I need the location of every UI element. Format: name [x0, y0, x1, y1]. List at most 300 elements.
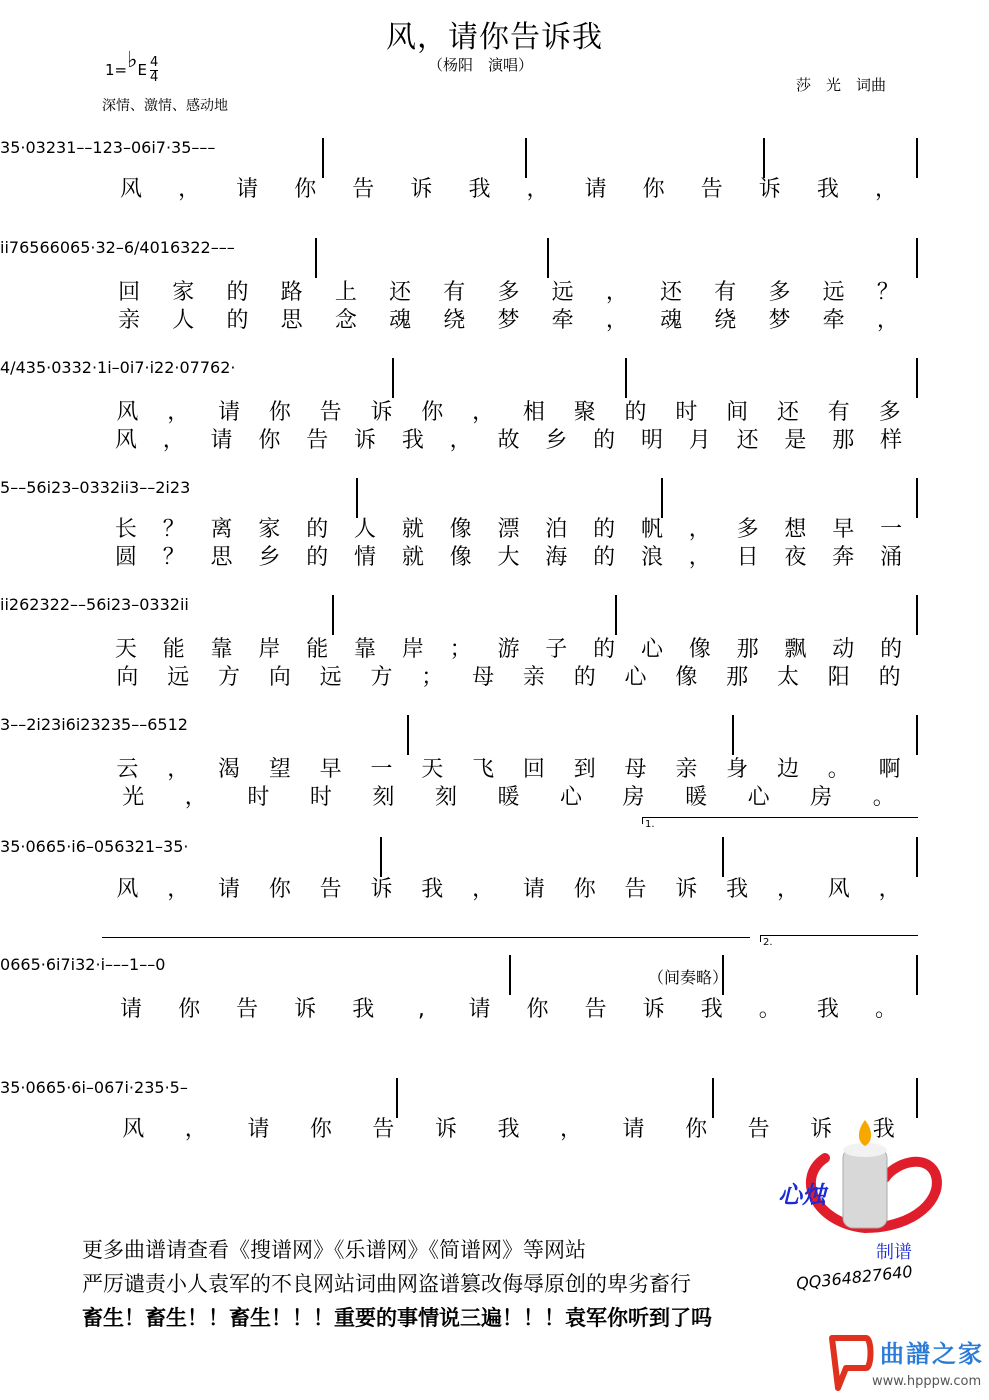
- note: 7: [114, 1078, 125, 1097]
- lyric-char: ，: [876, 308, 899, 333]
- lyric-char: ，: [526, 177, 549, 202]
- lyric-char: 像: [449, 545, 472, 570]
- lyric-char: 的: [593, 637, 616, 662]
- note: 3: [112, 138, 123, 157]
- note: i: [46, 478, 52, 497]
- lyric-char: 飘: [784, 637, 807, 662]
- note: i: [36, 715, 41, 734]
- note: 5·: [154, 1078, 170, 1097]
- lyric-char: 故: [497, 428, 520, 453]
- lyric-char: 魂: [389, 308, 412, 333]
- lyric-char: 靠: [354, 637, 377, 662]
- lyric-char: 心: [560, 785, 583, 810]
- lyric-char: ，: [560, 1117, 583, 1142]
- note: 6: [65, 715, 76, 734]
- lyric-char: 方: [218, 665, 241, 690]
- note: –: [210, 238, 219, 257]
- lyric-char: 相: [522, 400, 545, 425]
- lyric-line: [0, 175, 989, 205]
- note: 3: [25, 358, 36, 377]
- lyric-char: 远: [319, 665, 342, 690]
- lyric-char: 岸: [401, 637, 424, 662]
- note: 4/4: [0, 358, 26, 377]
- lyric-char: 啊: [878, 757, 901, 782]
- lyric-char: 还: [389, 280, 412, 305]
- lyric-char: 告: [306, 428, 329, 453]
- lyric-char: 母: [472, 665, 495, 690]
- note: 6/4: [123, 238, 150, 257]
- note: 0: [0, 955, 11, 974]
- note: 2·1: [81, 358, 108, 377]
- note: 3: [61, 478, 72, 497]
- notation-line: [0, 478, 989, 518]
- lyric-char: 告: [700, 177, 723, 202]
- note: 656: [19, 238, 50, 257]
- note: 3: [149, 595, 160, 614]
- lyric-char: 你: [178, 997, 201, 1022]
- note: 6: [49, 238, 60, 257]
- footer-line-2: 严厉谴责小人袁军的不良网站词曲网盗谱篡改侮辱原创的卑劣畜行: [82, 1272, 691, 1296]
- lyric-char: 请: [210, 428, 233, 453]
- note: 32: [180, 238, 201, 257]
- lyric-char: 我: [872, 1117, 895, 1142]
- lyric-char: 时: [247, 785, 270, 810]
- lyric-char: 月: [688, 428, 711, 453]
- credits: 莎 光 词曲: [796, 76, 887, 94]
- note: i: [0, 595, 5, 614]
- lyric-char: 请: [218, 877, 241, 902]
- lyric-char: 到: [573, 757, 596, 782]
- lyric-line: [0, 635, 989, 665]
- lyric-char: 泊: [545, 517, 568, 542]
- note: –: [115, 238, 124, 257]
- note: 2: [102, 138, 113, 157]
- notation-line: [0, 238, 989, 278]
- note: –: [131, 715, 140, 734]
- lyric-char: 请: [468, 997, 491, 1022]
- lyric-char: 诉: [675, 877, 698, 902]
- lyric-char: 像: [688, 637, 711, 662]
- note: –: [147, 955, 156, 974]
- lyric-char: 。: [872, 785, 895, 810]
- site-name: 曲譜之家: [880, 1340, 984, 1368]
- note: 2·: [164, 358, 180, 377]
- note: i: [106, 595, 111, 614]
- lyric-char: 。: [758, 997, 781, 1022]
- maker-qq: QQ364827640: [795, 1261, 914, 1294]
- lyric-char: 暖: [685, 785, 708, 810]
- lyric-char: 告: [624, 877, 647, 902]
- lyric-char: 的: [880, 637, 903, 662]
- lyric-char: 多: [736, 517, 759, 542]
- lyric-char: 。: [827, 757, 850, 782]
- note: 1: [66, 138, 77, 157]
- volta-bracket-2: [760, 935, 918, 942]
- note: –: [70, 595, 79, 614]
- lyric-char: 我: [421, 877, 444, 902]
- note: –: [218, 238, 227, 257]
- lyric-char: 牵: [822, 308, 845, 333]
- lyric-char: 亲: [118, 308, 141, 333]
- note: 3: [144, 1078, 155, 1097]
- lyric-char: 多: [768, 280, 791, 305]
- lyric-char: 诉: [370, 400, 393, 425]
- note: i: [61, 715, 66, 734]
- lyric-char: 乡: [545, 428, 568, 453]
- note: 5·: [10, 1078, 26, 1097]
- note: 7: [199, 358, 211, 377]
- lyric-char: 动: [832, 637, 855, 662]
- lyric-char: 风: [122, 1117, 145, 1142]
- note: i: [151, 138, 156, 157]
- note: 0: [25, 837, 36, 856]
- note: 5: [0, 478, 11, 497]
- note: 0: [79, 478, 90, 497]
- lyric-line: [0, 398, 989, 428]
- lyric-char: 刻: [372, 785, 395, 810]
- lyric-char: 我: [401, 428, 424, 453]
- note: 3: [110, 715, 122, 734]
- lyric-char: 漂: [497, 517, 520, 542]
- lyric-char: 告: [319, 877, 342, 902]
- note: –: [139, 955, 148, 974]
- note: 0: [93, 837, 105, 856]
- note: i: [124, 478, 130, 497]
- note: 5·: [35, 358, 52, 377]
- lyric-char: 望: [268, 757, 291, 782]
- note: –: [105, 955, 114, 974]
- note: 2: [109, 478, 121, 497]
- lyric-char: 明: [640, 428, 663, 453]
- note: 2: [26, 715, 37, 734]
- note: 2·: [220, 358, 236, 377]
- note: 2: [80, 715, 91, 734]
- lyric-char: 还: [776, 400, 799, 425]
- note: –: [147, 478, 156, 497]
- lyric-char: 我: [700, 997, 723, 1022]
- note: 6: [10, 955, 21, 974]
- lyric-char: 家: [172, 280, 195, 305]
- lyric-char: 的: [226, 308, 249, 333]
- lyric-char: ，: [688, 545, 711, 570]
- lyric-char: 靠: [210, 637, 233, 662]
- site-url: www.hpppw.com: [872, 1374, 982, 1389]
- lyric-char: ，: [472, 877, 495, 902]
- lyric-char: 你: [685, 1117, 708, 1142]
- note: –: [155, 837, 164, 856]
- lyric-char: 有: [443, 280, 466, 305]
- lyric-char: 圆: [114, 545, 137, 570]
- note: 3: [159, 595, 170, 614]
- lyric-char: 牵: [551, 308, 574, 333]
- lyric-char: ？: [162, 545, 185, 570]
- note: 5: [169, 1078, 180, 1097]
- note: 5: [121, 715, 132, 734]
- note: 5: [104, 837, 115, 856]
- lyric-char: ，: [449, 428, 472, 453]
- lyric-char: 人: [172, 308, 195, 333]
- lyric-char: 情: [354, 545, 377, 570]
- note: i: [56, 955, 61, 974]
- lyric-char: ，: [167, 877, 190, 902]
- note: –: [76, 138, 85, 157]
- lyric-char: 请: [622, 1117, 645, 1142]
- lyric-line: [0, 755, 989, 785]
- lyric-char: 样: [880, 428, 903, 453]
- lyric-char: 乡: [258, 545, 281, 570]
- lyric-char: 子: [545, 637, 568, 662]
- note: 3: [61, 358, 72, 377]
- lyric-char: 人: [354, 517, 377, 542]
- note: 0: [119, 358, 130, 377]
- lyric-char: 游: [497, 637, 520, 662]
- lyric-char: 太: [776, 665, 799, 690]
- lyric-char: 诉: [294, 997, 317, 1022]
- note: 3: [75, 955, 86, 974]
- lyric-char: 告: [352, 177, 375, 202]
- note: 3: [0, 1078, 11, 1097]
- lyric-line: [0, 875, 989, 905]
- lyric-line: [0, 543, 989, 573]
- lyric-char: 我: [816, 997, 839, 1022]
- lyric-char: 浪: [640, 545, 663, 570]
- lyric-char: 我: [497, 1117, 520, 1142]
- notation-line: [0, 1078, 989, 1118]
- lyric-char: 母: [624, 757, 647, 782]
- note: 3: [121, 595, 132, 614]
- lyric-char: 长: [114, 517, 137, 542]
- lyric-char: 飞: [472, 757, 495, 782]
- lyric-char: 你: [268, 400, 291, 425]
- lyric-char: 诉: [410, 177, 433, 202]
- note: 5·6: [30, 955, 57, 974]
- note: 6: [19, 595, 30, 614]
- note: 2: [100, 715, 111, 734]
- key-note: E: [137, 61, 147, 79]
- notation-line: [0, 358, 989, 398]
- lyric-char: ；: [421, 665, 444, 690]
- lyric-char: 诉: [370, 877, 393, 902]
- lyric-char: 多: [497, 280, 520, 305]
- lyric-char: 那: [726, 665, 749, 690]
- lyric-line: [0, 663, 989, 693]
- note: i: [129, 358, 135, 377]
- note: 5·i: [56, 837, 76, 856]
- lyric-char: 的: [624, 400, 647, 425]
- note: 2: [40, 715, 52, 734]
- note: 2: [169, 595, 180, 614]
- note: i: [107, 358, 112, 377]
- note: i·2: [124, 1078, 145, 1097]
- lyric-char: 上: [334, 280, 357, 305]
- note: –: [179, 1078, 188, 1097]
- lyric-char: 身: [726, 757, 749, 782]
- note: i: [0, 238, 5, 257]
- lyric-char: 远: [822, 280, 845, 305]
- note: 6: [169, 238, 181, 257]
- lyric-char: 思: [280, 308, 303, 333]
- lyric-char: 刻: [434, 785, 457, 810]
- lyric-char: 风: [120, 177, 143, 202]
- lyric-char: 一: [880, 517, 903, 542]
- lyric-char: 你: [309, 1117, 332, 1142]
- note: 5·6: [56, 1078, 82, 1097]
- lyric-char: 风: [827, 877, 850, 902]
- lyric-char: ,: [417, 997, 425, 1022]
- lyric-char: 那: [736, 637, 759, 662]
- note: –: [78, 595, 87, 614]
- volta-label-1: 1.: [645, 819, 655, 830]
- lyric-char: ，: [776, 877, 799, 902]
- lyric-char: 思: [210, 545, 233, 570]
- performer-note: （杨阳 演唱）: [428, 56, 534, 74]
- lyric-char: 光: [122, 785, 145, 810]
- lyric-char: 阳: [827, 665, 850, 690]
- note: 5·3: [80, 238, 106, 257]
- lyric-line: [0, 995, 989, 1025]
- lyric-char: 的: [593, 517, 616, 542]
- lyric-char: ？: [876, 280, 899, 305]
- lyric-char: 一: [370, 757, 393, 782]
- note: i: [184, 595, 189, 614]
- note: i: [4, 595, 9, 614]
- note: 2: [155, 478, 166, 497]
- note: –: [131, 595, 140, 614]
- lyric-char: 告: [584, 997, 607, 1022]
- lyric-char: ，: [874, 177, 897, 202]
- note: 7·3: [155, 138, 182, 157]
- lyric-char: 我: [468, 177, 491, 202]
- note: 5: [26, 478, 37, 497]
- note: 7: [189, 358, 200, 377]
- lyric-char: 多: [878, 400, 901, 425]
- note: 0: [149, 238, 160, 257]
- note: 5: [181, 138, 192, 157]
- lyric-char: ，: [472, 400, 495, 425]
- lyric-char: 告: [236, 997, 259, 1022]
- lyric-char: 远: [551, 280, 574, 305]
- note: i: [75, 715, 81, 734]
- note: –: [111, 358, 120, 377]
- lyric-char: 云: [116, 757, 139, 782]
- note: –: [122, 138, 131, 157]
- note: 0: [155, 955, 166, 974]
- note: –: [10, 478, 19, 497]
- footer-line-3: 畜生！畜生！！畜生！！！重要的事情说三遍！！！袁军你听到了吗: [82, 1306, 712, 1330]
- note: –: [18, 715, 27, 734]
- note: 0: [93, 1078, 105, 1097]
- lyric-char: 大: [497, 545, 520, 570]
- lyric-char: 岸: [258, 637, 281, 662]
- note: i: [179, 595, 185, 614]
- maker-label: 制谱: [876, 1242, 912, 1263]
- lyric-char: 告: [319, 400, 342, 425]
- note: 1: [159, 238, 170, 257]
- note: 6: [104, 1078, 115, 1097]
- lyric-char: 是: [784, 428, 807, 453]
- lyric-char: 我: [352, 997, 375, 1022]
- lyric-char: 日: [736, 545, 759, 570]
- note: i: [120, 478, 125, 497]
- note: 6: [35, 837, 46, 856]
- lyric-char: 告: [747, 1117, 770, 1142]
- lyric-char: 绕: [443, 308, 466, 333]
- flat-sign: ♭: [127, 48, 138, 73]
- lyric-char: 方: [370, 665, 393, 690]
- lyric-line: [0, 278, 989, 308]
- note: 1: [144, 837, 156, 856]
- notation-line: [0, 138, 989, 178]
- lyric-char: 路: [280, 280, 303, 305]
- lyric-char: 回: [522, 757, 545, 782]
- lyric-char: 家: [258, 517, 281, 542]
- note: 2·: [85, 955, 101, 974]
- note: 6: [36, 478, 47, 497]
- lyric-char: 的: [306, 545, 329, 570]
- lyric-char: 心: [640, 637, 663, 662]
- note: 0: [130, 138, 142, 157]
- note: 2: [200, 238, 211, 257]
- lyric-char: 房: [810, 785, 833, 810]
- lyric-char: 天: [421, 757, 444, 782]
- note: 2: [105, 238, 116, 257]
- note: 7·i: [134, 358, 155, 377]
- note: 2: [134, 837, 145, 856]
- note: 6: [20, 955, 31, 974]
- lyric-char: 远: [167, 665, 190, 690]
- lyric-char: 海: [545, 545, 568, 570]
- note: 3: [89, 478, 100, 497]
- note: 3: [0, 138, 11, 157]
- lyric-char: 你: [294, 177, 317, 202]
- lyric-char: 的: [878, 665, 901, 690]
- lyric-char: 有: [827, 400, 850, 425]
- lyric-char: ，: [184, 1117, 207, 1142]
- lyric-char: 你: [258, 428, 281, 453]
- time-signature: $\frac{4}{4}$: [150, 55, 159, 85]
- lyric-char: 风: [116, 877, 139, 902]
- maker-name: 心烛: [778, 1181, 826, 1209]
- note: –: [207, 138, 216, 157]
- note: 1: [92, 138, 103, 157]
- lyric-char: 早: [832, 517, 855, 542]
- volta-bracket-1: [642, 817, 918, 824]
- lyric-char: 亲: [675, 757, 698, 782]
- lyric-char: 能: [162, 637, 185, 662]
- lyric-char: 暖: [497, 785, 520, 810]
- note: 6: [141, 138, 152, 157]
- lyric-char: 心: [747, 785, 770, 810]
- note: 6: [70, 238, 81, 257]
- lyric-char: 的: [593, 428, 616, 453]
- lyric-char: 我: [816, 177, 839, 202]
- lyric-char: 请: [120, 997, 143, 1022]
- note: 3: [129, 478, 140, 497]
- note: 2: [110, 595, 122, 614]
- note: –: [71, 478, 80, 497]
- lyric-char: 念: [334, 308, 357, 333]
- lyric-char: 。: [874, 997, 897, 1022]
- lyric-char: 你: [421, 400, 444, 425]
- lyric-line: [0, 426, 989, 456]
- note: 2: [51, 478, 62, 497]
- lyric-char: 时: [675, 400, 698, 425]
- lyric-char: 你: [573, 877, 596, 902]
- lyric-char: 聚: [573, 400, 596, 425]
- note: 5·: [10, 837, 26, 856]
- note: –: [84, 138, 93, 157]
- note: i: [165, 478, 170, 497]
